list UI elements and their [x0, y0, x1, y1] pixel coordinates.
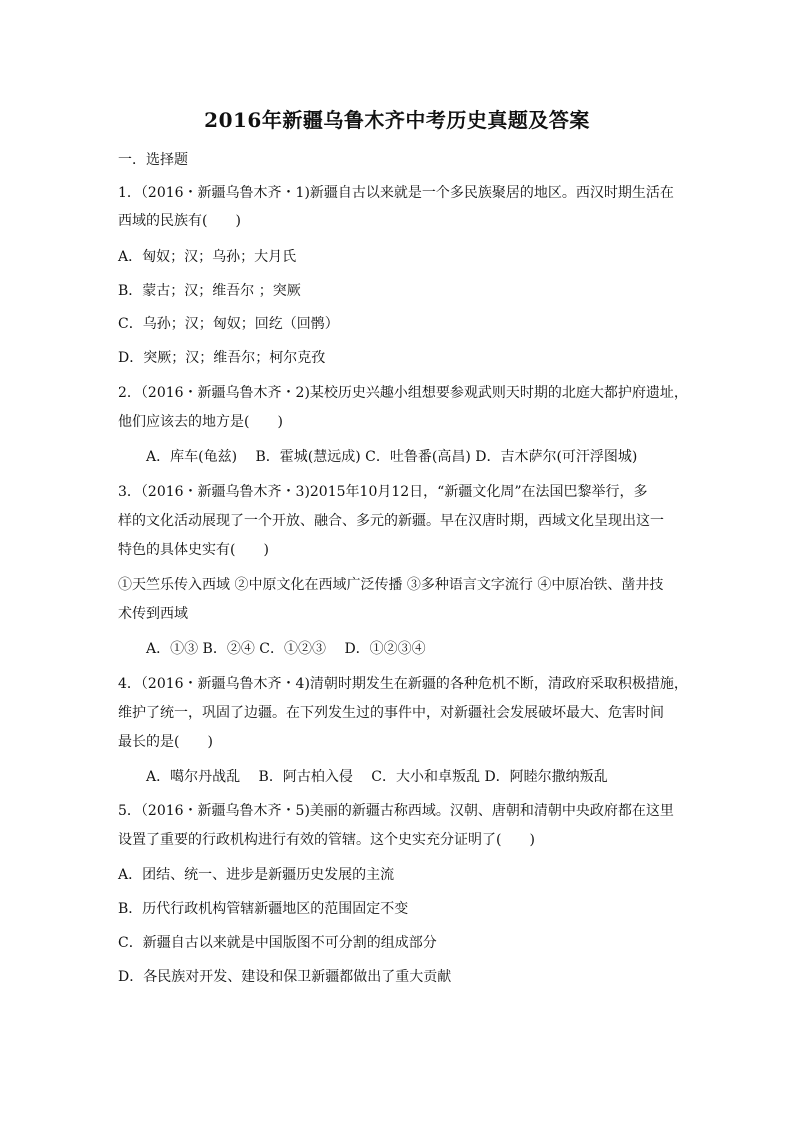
q5-stem-line1: 5．（2016・新疆乌鲁木齐・5)美丽的新疆古称西域。汉朝、唐朝和清朝中央政府都在这里 — [118, 803, 674, 819]
q5-option-a: A．团结、统一、进步是新疆历史发展的主流 — [118, 867, 395, 883]
q5-option-b: B．历代行政机构管辖新疆地区的范围固定不变 — [118, 901, 409, 917]
q1-option-a: A．匈奴；汉；乌孙；大月氏 — [118, 249, 297, 265]
q4-stem-line3: 最长的是( ) — [118, 734, 213, 750]
q3-stem-line2: 样的文化活动展现了一个开放、融合、多元的新疆。早在汉唐时期，西域文化呈现出这一 — [118, 513, 664, 529]
page-title: 2016年新疆乌鲁木齐中考历史真题及答案 — [204, 108, 590, 132]
q1-stem-line1: 1．（2016・新疆乌鲁木齐・1)新疆自古以来就是一个多民族聚居的地区。西汉时期生活在 — [118, 185, 674, 201]
q4-stem-line1: 4．（2016・新疆乌鲁木齐・4)清朝时期发生在新疆的各种危机不断，清政府采取积极措施， — [118, 676, 688, 692]
q4-stem-line2: 维护了统一，巩固了边疆。在下列发生过的事件中，对新疆社会发展破坏最大、危害时间 — [118, 705, 664, 721]
section-heading: 一．选择题 — [118, 152, 188, 168]
q4-options: A．噶尔丹战乱 B．阿古柏入侵 C．大小和卓叛乱 D．阿睦尔撒纳叛乱 — [146, 769, 608, 785]
q5-option-c: C．新疆自古以来就是中国版图不可分割的组成部分 — [118, 935, 437, 951]
q3-options: A．①③ B．②④ C．①②③ D．①②③④ — [146, 641, 426, 657]
q1-option-b: B．蒙古；汉；维吾尔 ；突厥 — [118, 283, 301, 299]
q3-stem-line5: 术传到西域 — [118, 606, 188, 622]
q2-options: A．库车(龟兹) B．霍城(慧远成) C．吐鲁番(高昌) D．吉木萨尔(可汗浮图城) — [146, 449, 638, 465]
q5-option-d: D．各民族对开发、建设和保卫新疆都做出了重大贡献 — [118, 969, 452, 985]
q2-stem-line2: 他们应该去的地方是( ) — [118, 414, 283, 430]
q3-stem-line1: 3．（2016・新疆乌鲁木齐・3)2015年10月12日，“新疆文化周”在法国巴黎举行，多 — [118, 484, 648, 500]
q1-option-c: C．乌孙；汉；匈奴；回纥（回鹘） — [118, 316, 339, 332]
q1-stem-line2: 西域的民族有( ) — [118, 213, 241, 229]
q3-stem-line3: 特色的具体史实有( ) — [118, 542, 269, 558]
q3-stem-line4: ①天竺乐传入西域 ②中原文化在西域广泛传播 ③多种语言文字流行 ④中原冶铁、凿井技 — [118, 577, 664, 593]
q5-stem-line2: 设置了重要的行政机构进行有效的管辖。这个史实充分证明了( ) — [118, 832, 535, 848]
q2-stem-line1: 2．（2016・新疆乌鲁木齐・2)某校历史兴趣小组想要参观武则天时期的北庭大都护府遗址， — [118, 385, 688, 401]
q1-option-d: D．突厥；汉；维吾尔；柯尔克孜 — [118, 350, 326, 366]
